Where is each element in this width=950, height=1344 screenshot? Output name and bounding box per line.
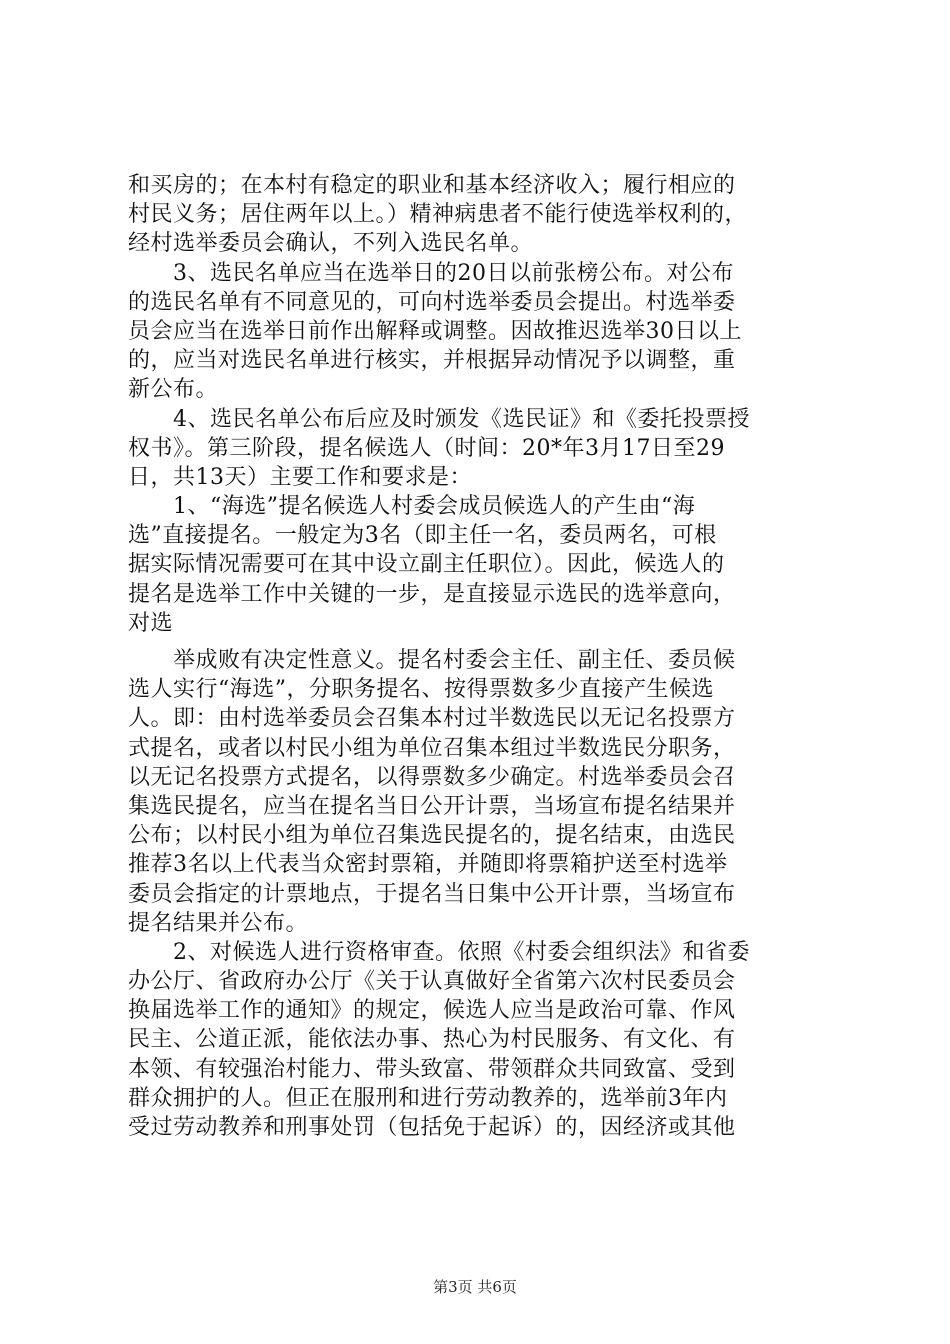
text-line: 据实际情况需要可在其中设立副主任职位）。因此，候选人的 (128, 552, 725, 578)
text-line: 权书》。第三阶段，提名候选人（时间：20*年3月17日至29 (128, 435, 725, 461)
text-line: 和买房的；在本村有稳定的职业和基本经济收入；履行相应的 (128, 173, 736, 198)
text-line: 日，共13天）主要工作和要求是： (128, 464, 472, 490)
text-line: 选”直接提名。一般定为3名（即主任一名，委员两名，可根 (128, 523, 717, 549)
text-line: 换届选举工作的通知》的规定，候选人应当是政治可靠、作风 (128, 998, 736, 1024)
text-line: 推荐3名以上代表当众密封票箱，并随即将票箱护送至村选举 (128, 852, 728, 878)
text-line: 提名是选举工作中关键的一步，是直接显示选民的选举意向， (128, 581, 736, 607)
text-line: 对选 (128, 610, 174, 636)
text-line: 式提名，或者以村民小组为单位召集本组过半数选民分职务， (128, 735, 736, 761)
text-line: 办公厅、省政府办公厅《关于认真做好全省第六次村民委员会 (128, 969, 736, 995)
text-line: 群众拥护的人。但正在服刑和进行劳动教养的，选举前3年内 (128, 1085, 728, 1111)
text-line: 1、“海选”提名候选人村委会成员候选人的产生由“海 (128, 494, 696, 520)
text-line: 3、选民名单应当在选举日的20日以前张榜公布。对公布 (128, 260, 734, 286)
text-line: 人。即：由村选举委员会召集本村过半数选民以无记名投票方 (128, 706, 736, 732)
text-line: 以无记名投票方式提名，以得票数多少确定。村选举委员会召 (128, 764, 736, 790)
text-line: 的选民名单有不同意见的，可向村选举委员会提出。村选举委 (128, 289, 736, 315)
text-line: 集选民提名，应当在提名当日公开计票，当场宣布提名结果并 (128, 793, 736, 819)
paragraph-gap (128, 638, 833, 646)
text-line: 4、选民名单公布后应及时颁发《选民证》和《委托投票授 (128, 406, 750, 432)
text-line: 的，应当对选民名单进行核实，并根据异动情况予以调整，重 (128, 348, 736, 374)
text-line: 受过劳动教养和刑事处罚（包括免于起诉）的，因经济或其他 (128, 1115, 736, 1140)
text-line: 新公布。 (128, 377, 219, 403)
text-line: 2、对候选人进行资格审查。依照《村委会组织法》和省委 (128, 939, 750, 965)
text-line: 举成败有决定性意义。提名村委会主任、副主任、委员候 (128, 648, 736, 673)
text-line: 员会应当在选举日前作出解释或调整。因故推迟选举30日以上 (128, 318, 742, 344)
text-line: 经村选举委员会确认，不列入选民名单。 (128, 231, 534, 257)
text-line: 村民义务；居住两年以上。）精神病患者不能行使选举权利的， (128, 202, 748, 228)
text-line: 选人实行“海选”，分职务提名、按得票数多少直接产生候选 (128, 677, 714, 703)
text-line: 委员会指定的计票地点，于提名当日集中公开计票，当场宣布 (128, 881, 736, 907)
text-line: 本领、有较强治村能力、带头致富、带领群众共同致富、受到 (128, 1056, 736, 1082)
page-number-footer: 第3页 共6页 (433, 1278, 517, 1296)
body-text (128, 171, 833, 1142)
text-line: 民主、公道正派，能依法办事、热心为村民服务、有文化、有 (128, 1027, 736, 1053)
text-line: 提名结果并公布。 (128, 910, 309, 936)
text-line: 公布；以村民小组为单位召集选民提名的，提名结束，由选民 (128, 823, 736, 849)
